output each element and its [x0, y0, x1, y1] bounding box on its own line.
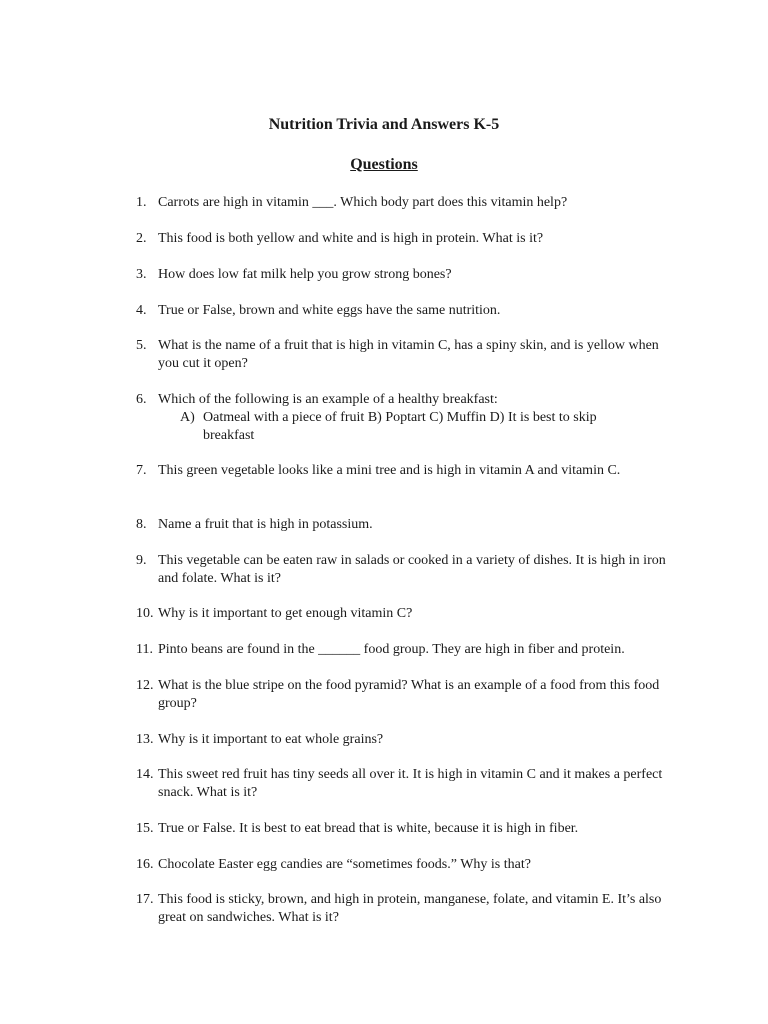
question-number: 9. [136, 553, 147, 568]
question-number: 7. [136, 463, 147, 478]
question-item [136, 677, 676, 713]
option-letter: A) [180, 410, 195, 425]
document-title: Nutrition Trivia and Answers K-5 [268, 116, 500, 133]
question-text: What is the blue stripe on the food pyramid? What is an example of a food from this food group? [158, 678, 660, 711]
question-number: 16. [136, 857, 154, 872]
question-item [136, 391, 676, 409]
question-number: 15. [136, 821, 154, 836]
question-number: 1. [136, 195, 147, 210]
question-item [136, 552, 676, 588]
question-text: This sweet red fruit has tiny seeds all over it. It is high in vitamin C and it makes a perfect snack. What is it? [158, 767, 663, 800]
question-number: 6. [136, 392, 147, 407]
section-heading: Questions [350, 156, 418, 173]
question-number: 5. [136, 338, 147, 353]
answer-option [180, 409, 650, 445]
question-number: 3. [136, 267, 147, 282]
question-text: Pinto beans are found in the ______ food group. They are high in fiber and protein. [158, 642, 625, 657]
question-number: 17. [136, 892, 154, 907]
question-text: True or False, brown and white eggs have the same nutrition. [158, 303, 501, 318]
question-item [136, 302, 676, 320]
question-text: Why is it important to eat whole grains? [158, 732, 384, 747]
question-text: What is the name of a fruit that is high in vitamin C, has a spiny skin, and is yellow when you cut it open? [158, 338, 659, 371]
question-item [136, 641, 676, 659]
question-text: This vegetable can be eaten raw in salads or cooked in a variety of dishes. It is high in iron and folate. What is it? [158, 553, 666, 586]
question-item [136, 891, 676, 927]
question-number: 12. [136, 678, 154, 693]
question-text: Name a fruit that is high in potassium. [158, 517, 373, 532]
question-number: 10. [136, 606, 154, 621]
question-item [136, 230, 676, 248]
question-text: Why is it important to get enough vitamin C? [158, 606, 413, 621]
question-number: 8. [136, 517, 147, 532]
option-text: Oatmeal with a piece of fruit B) Poptart C) Muffin D) It is best to skip breakfast [203, 410, 597, 443]
question-item [136, 516, 676, 534]
question-text: This food is sticky, brown, and high in protein, manganese, folate, and vitamin E. It’s also great on sandwiches. What is it? [158, 892, 662, 925]
question-text: How does low fat milk help you grow strong bones? [158, 267, 452, 282]
question-number: 11. [136, 642, 153, 657]
question-text: This green vegetable looks like a mini tree and is high in vitamin A and vitamin C. [158, 463, 621, 478]
question-item [136, 820, 676, 838]
question-text: Which of the following is an example of a healthy breakfast: [158, 392, 498, 407]
question-item [136, 462, 676, 480]
question-text: Carrots are high in vitamin ___. Which body part does this vitamin help? [158, 195, 568, 210]
question-item [136, 856, 676, 874]
question-number: 2. [136, 231, 147, 246]
question-number: 14. [136, 767, 154, 782]
question-number: 4. [136, 303, 147, 318]
question-item [136, 194, 676, 212]
question-number: 13. [136, 732, 154, 747]
question-text: True or False. It is best to eat bread that is white, because it is high in fiber. [158, 821, 579, 836]
question-item [136, 605, 676, 623]
question-text: This food is both yellow and white and is high in protein. What is it? [158, 231, 544, 246]
question-item [136, 337, 676, 373]
question-item [136, 731, 676, 749]
question-item [136, 266, 676, 284]
question-item [136, 766, 676, 802]
question-text: Chocolate Easter egg candies are “sometimes foods.” Why is that? [158, 857, 531, 872]
